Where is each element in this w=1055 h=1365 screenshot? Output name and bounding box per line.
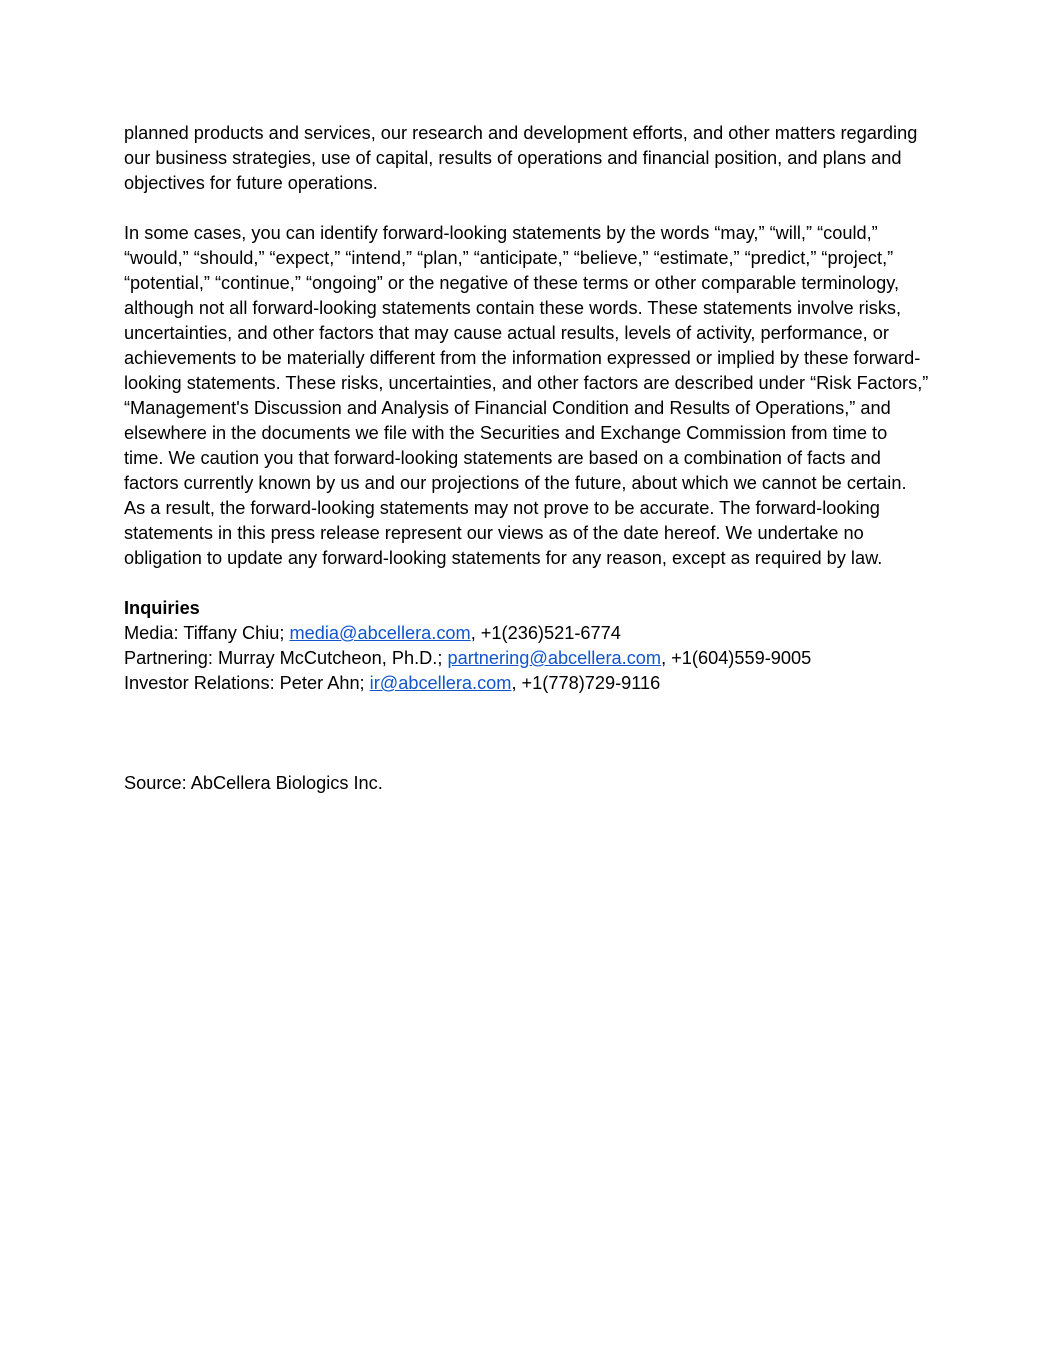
media-contact-prefix: Media: Tiffany Chiu; <box>124 623 290 643</box>
partnering-contact-phone: , +1(604)559-9005 <box>661 648 812 668</box>
document-page <box>124 121 930 796</box>
partnering-email-link[interactable]: partnering@abcellera.com <box>447 648 662 668</box>
investor-contact-phone: , +1(778)729-9116 <box>511 673 661 693</box>
partnering-contact-prefix: Partnering: Murray McCutcheon, Ph.D.; <box>124 648 448 668</box>
media-email-link[interactable]: media@abcellera.com <box>289 623 471 643</box>
investor-contact-prefix: Investor Relations: Peter Ahn; <box>124 673 370 693</box>
source-line: Source: AbCellera Biologics Inc. <box>124 773 383 793</box>
section-spacer <box>124 696 930 771</box>
investor-email-link[interactable]: ir@abcellera.com <box>369 673 512 693</box>
paragraph-spacer <box>124 571 930 596</box>
forward-looking-paragraph: In some cases, you can identify forward-looking statements by the words “may,” “will,” “could,” “would,” “should,” “expect,” “intend,” “plan,” “anticipate,” “believe,” “estimate,” “predict,” “project,” “potential,” “continue,” “ongoing” or the negative of these terms or other comparable terminology, although not all forward-looking statements contain these words. These statements involve risks, uncertainties, and other factors that may cause actual results, levels of activity, performance, or achievements to be materially different from the information expressed or implied by these forward-looking statements. These risks, uncertainties, and other factors are described under “Risk Factors,” “Management's Discussion and Analysis of Financial Condition and Results of Operations,” and elsewhere in the documents we file with the Securities and Exchange Commission from time to time. We caution you that forward-looking statements are based on a combination of facts and factors currently known by us and our projections of the future, about which we cannot be certain. As a result, the forward-looking statements may not prove to be accurate. The forward-looking statements in this press release represent our views as of the date hereof. We undertake no obligation to update any forward-looking statements for any reason, except as required by law. <box>124 223 929 568</box>
inquiries-heading: Inquiries <box>124 598 200 618</box>
paragraph-spacer <box>124 196 930 221</box>
partnering-contact-line <box>124 646 930 671</box>
media-contact-phone: , +1(236)521-6774 <box>470 623 621 643</box>
investor-contact-line <box>124 671 930 696</box>
media-contact-line <box>124 621 930 646</box>
intro-tail-paragraph: planned products and services, our research and development efforts, and other matters regarding our business strategies, use of capital, results of operations and financial position, and plans and objectives for future operations. <box>124 123 918 193</box>
